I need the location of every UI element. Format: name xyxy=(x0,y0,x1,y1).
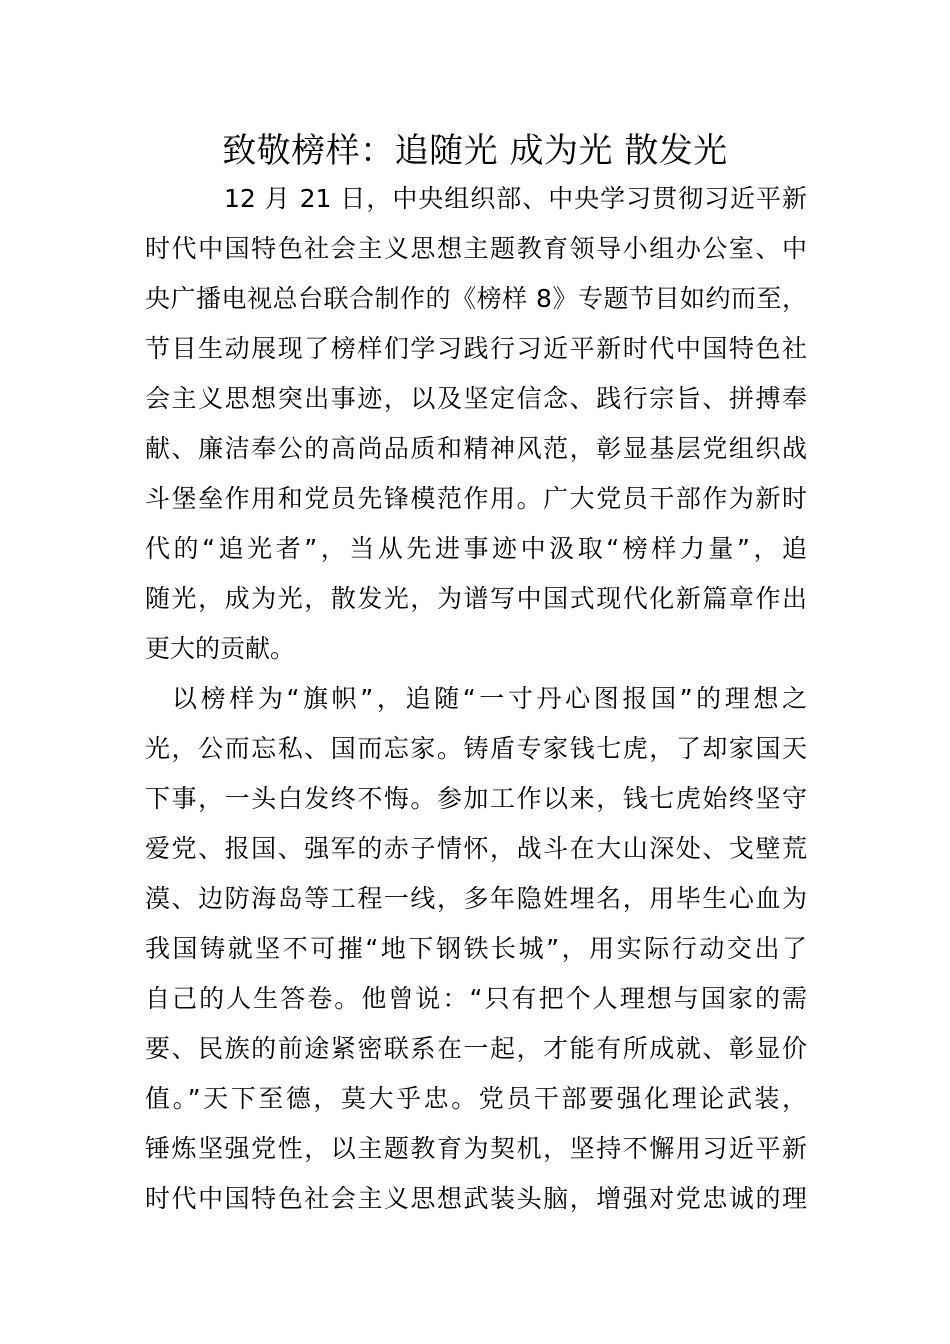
paragraph-2-line-5: 漠、边防海岛等工程一线，多年隐姓埋名，用毕生心血为 xyxy=(145,884,807,913)
paragraph-2-line-11: 时代中国特色社会主义思想武装头脑，增强对党忠诚的理 xyxy=(145,1184,807,1213)
paragraph-2-line-8: 要、民族的前途紧密联系在一起，才能有所成就、彰显价 xyxy=(145,1034,807,1063)
paragraph-2-line-1: 以榜样为“旗帜”，追随“一寸丹心图报国”的理想之 xyxy=(172,684,807,713)
paragraph-2-line-3: 下事，一头白发终不悔。参加工作以来，钱七虎始终坚守 xyxy=(145,784,807,813)
paragraph-1-line-8: 代的“追光者”，当从先进事迹中汲取“榜样力量”，追 xyxy=(145,534,807,563)
paragraph-2-line-6: 我国铸就坚不可摧“地下钢铁长城”，用实际行动交出了 xyxy=(145,934,807,963)
paragraph-1-line-2: 时代中国特色社会主义思想主题教育领导小组办公室、中 xyxy=(145,234,807,263)
document-title: 致敬榜样：追随光 成为光 散发光 xyxy=(222,131,728,171)
paragraph-1-line-3: 央广播电视总台联合制作的《榜样 8》专题节目如约而至， xyxy=(145,284,807,313)
paragraph-1-line-1: 12 月 21 日，中央组织部、中央学习贯彻习近平新 xyxy=(224,184,807,213)
paragraph-1-line-4: 节目生动展现了榜样们学习践行习近平新时代中国特色社 xyxy=(145,334,807,363)
paragraph-2-line-7: 自己的人生答卷。他曾说：“只有把个人理想与国家的需 xyxy=(145,984,807,1013)
paragraph-2-line-2: 光，公而忘私、国而忘家。铸盾专家钱七虎，了却家国天 xyxy=(145,734,807,763)
paragraph-2-line-9: 值。”天下至德，莫大乎忠。党员干部要强化理论武装， xyxy=(145,1084,807,1113)
paragraph-2-line-4: 爱党、报国、强军的赤子情怀，战斗在大山深处、戈壁荒 xyxy=(145,834,807,863)
paragraph-1-line-6: 献、廉洁奉公的高尚品质和精神风范，彰显基层党组织战 xyxy=(145,434,807,463)
paragraph-2-line-10: 锤炼坚强党性，以主题教育为契机，坚持不懈用习近平新 xyxy=(145,1134,807,1163)
paragraph-1-line-10: 更大的贡献。 xyxy=(145,634,296,663)
paragraph-1-line-5: 会主义思想突出事迹，以及坚定信念、践行宗旨、拼搏奉 xyxy=(145,384,807,413)
paragraph-1-line-9: 随光，成为光，散发光，为谱写中国式现代化新篇章作出 xyxy=(145,584,807,613)
paragraph-1-line-7: 斗堡垒作用和党员先锋模范作用。广大党员干部作为新时 xyxy=(145,484,807,513)
